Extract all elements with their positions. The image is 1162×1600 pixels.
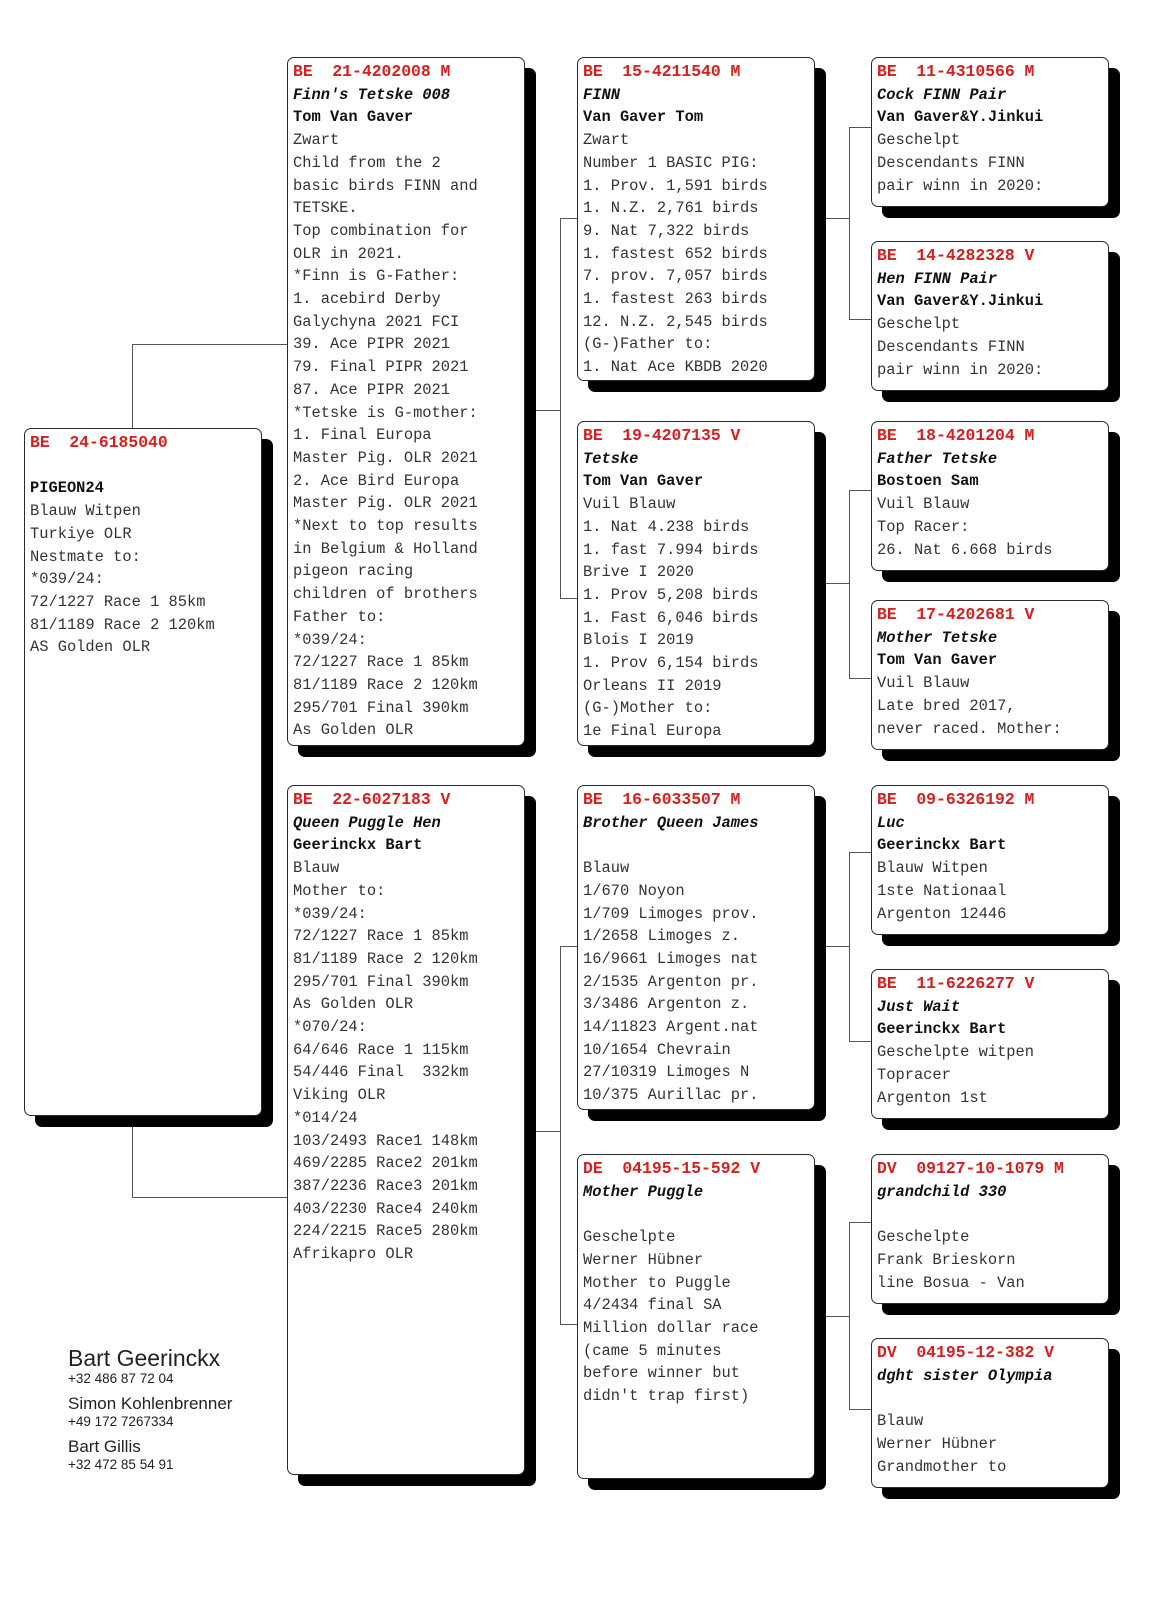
info-line: Late bred 2017, <box>877 696 1016 715</box>
pigeon-card-fff <box>871 57 1109 207</box>
info-line: 1. fastest 652 birds <box>583 244 768 263</box>
info-line: Turkiye OLR <box>30 524 132 543</box>
info-line: 79. Final PIPR 2021 <box>293 358 469 377</box>
info-line: Geschelpte <box>583 1228 676 1247</box>
info-line: Geschelpte witpen <box>877 1043 1035 1062</box>
contact-name: Bart Geerinckx <box>68 1345 221 1371</box>
breeder-name: Tom Van Gaver <box>877 651 998 670</box>
contact <box>68 1437 232 1473</box>
info-line: *039/24: <box>30 570 104 589</box>
info-line: Zwart <box>583 131 630 150</box>
pigeon-card-father-mother <box>577 421 815 746</box>
connector-line <box>560 218 578 219</box>
info-line: 1. Nat Ace KBDB 2020 <box>583 358 768 377</box>
info-line: *Next to top results <box>293 517 478 536</box>
info-line: Master Pig. OLR 2021 <box>293 448 478 467</box>
blank-line <box>583 834 809 857</box>
breeder-name: Van Gaver&Y.Jinkui <box>877 108 1044 127</box>
info-line: 295/701 Final 390km <box>293 972 469 991</box>
pigeon-card-mmm <box>871 1338 1109 1488</box>
info-line: *039/24: <box>293 630 367 649</box>
pigeon-card-mff <box>871 785 1109 935</box>
info-line: 81/1189 Race 2 120km <box>30 615 215 634</box>
info-line: 4/2434 final SA <box>583 1296 722 1315</box>
info-line: Vuil Blauw <box>877 495 970 514</box>
info-line: 469/2285 Race2 201km <box>293 1154 478 1173</box>
info-line: 26. Nat 6.668 birds <box>877 540 1053 559</box>
pigeon-card-subject <box>24 428 262 1116</box>
info-line: Father to: <box>293 607 386 626</box>
connector-line <box>849 490 850 678</box>
info-line: 39. Ace PIPR 2021 <box>293 335 451 354</box>
info-line: in Belgium & Holland <box>293 539 478 558</box>
pigeon-card-ffm <box>871 241 1109 391</box>
pigeon-name: Mother Puggle <box>583 1182 704 1201</box>
info-line: *039/24: <box>293 904 367 923</box>
info-line: 1/670 Noyon <box>583 881 685 900</box>
blank-line <box>877 1203 1103 1226</box>
info-line: Frank Brieskorn <box>877 1250 1016 1269</box>
pigeon-name: dght sister Olympia <box>877 1366 1053 1385</box>
connector-line <box>849 490 871 491</box>
info-line: Galychyna 2021 FCI <box>293 312 460 331</box>
connector-line <box>815 218 849 219</box>
pigeon-card-father-father <box>577 57 815 381</box>
breeder-name: Van Gaver&Y.Jinkui <box>877 292 1044 311</box>
info-line: Argenton 12446 <box>877 904 1007 923</box>
connector-line <box>849 319 871 320</box>
ring-number: BE 16-6033507 M <box>583 790 741 809</box>
ring-number: BE 11-4310566 M <box>877 62 1035 81</box>
connector-line <box>849 852 871 853</box>
info-line: (G-)Mother to: <box>583 699 713 718</box>
info-line: Blauw <box>583 859 630 878</box>
connector-line <box>132 1197 288 1198</box>
ring-number: BE 17-4202681 V <box>877 605 1035 624</box>
info-line: AS Golden OLR <box>30 638 151 657</box>
info-line: 1/2658 Limoges z. <box>583 927 741 946</box>
info-line: Master Pig. OLR 2021 <box>293 494 478 513</box>
ring-number: BE 22-6027183 V <box>293 790 451 809</box>
info-line: 10/1654 Chevrain <box>583 1040 731 1059</box>
info-line: 12. N.Z. 2,545 birds <box>583 312 768 331</box>
info-line: *014/24 <box>293 1108 358 1127</box>
info-line: *070/24: <box>293 1018 367 1037</box>
pigeon-card-mother <box>287 785 525 1475</box>
connector-line <box>849 1041 871 1042</box>
info-line: 81/1189 Race 2 120km <box>293 675 478 694</box>
info-line: Blauw <box>877 1412 924 1431</box>
contact <box>68 1394 232 1430</box>
info-line: *Tetske is G-mother: <box>293 403 478 422</box>
info-line: never raced. Mother: <box>877 719 1062 738</box>
info-line: 72/1227 Race 1 85km <box>293 653 469 672</box>
info-line: basic birds FINN and <box>293 176 478 195</box>
connector-line <box>849 1222 850 1409</box>
info-line: Vuil Blauw <box>583 495 676 514</box>
info-line: Vuil Blauw <box>877 674 970 693</box>
info-line: Descendants FINN <box>877 337 1025 356</box>
info-line: pair winn in 2020: <box>877 360 1044 379</box>
pigeon-card-fmf <box>871 421 1109 571</box>
info-line: 1. Prov 6,154 birds <box>583 654 759 673</box>
info-line: 387/2236 Race3 201km <box>293 1176 478 1195</box>
connector-line <box>132 344 133 428</box>
pigeon-name: Luc <box>877 813 905 832</box>
connector-line <box>132 344 288 345</box>
info-line: 1. Nat 4.238 birds <box>583 517 750 536</box>
pigeon-name: Just Wait <box>877 997 961 1016</box>
connector-line <box>560 946 561 1324</box>
pigeon-card-fmm <box>871 600 1109 750</box>
ring-number: BE 18-4201204 M <box>877 426 1035 445</box>
info-line: Top combination for <box>293 221 469 240</box>
pigeon-card-mfm <box>871 969 1109 1119</box>
info-line: 54/446 Final 332km <box>293 1063 469 1082</box>
info-line: children of brothers <box>293 585 478 604</box>
connector-line <box>560 1324 578 1325</box>
connector-line <box>815 583 849 584</box>
info-line: (came 5 minutes <box>583 1341 722 1360</box>
ring-number: BE 11-6226277 V <box>877 974 1035 993</box>
info-line: line Bosua - Van <box>877 1273 1025 1292</box>
info-line: Viking OLR <box>293 1086 386 1105</box>
info-line: 72/1227 Race 1 85km <box>293 927 469 946</box>
info-line: pigeon racing <box>293 562 414 581</box>
info-line: Blauw <box>293 859 340 878</box>
blank-line <box>583 1203 809 1226</box>
ring-number: BE 24-6185040 <box>30 433 168 452</box>
ring-number: BE 15-4211540 M <box>583 62 741 81</box>
info-line: 16/9661 Limoges nat <box>583 949 759 968</box>
info-line: 10/375 Aurillac pr. <box>583 1086 759 1105</box>
pigeon-card-mother-mother <box>577 1154 815 1479</box>
connector-line <box>849 1409 871 1410</box>
breeder-name: Geerinckx Bart <box>877 1020 1007 1039</box>
contact-list <box>68 1345 232 1480</box>
ring-number: DV 04195-12-382 V <box>877 1343 1055 1362</box>
contact <box>68 1345 232 1387</box>
connector-line <box>560 218 561 598</box>
info-line: 7. prov. 7,057 birds <box>583 267 768 286</box>
pigeon-name: Queen Puggle Hen <box>293 813 441 832</box>
info-line: 1. fastest 263 birds <box>583 290 768 309</box>
ring-number: BE 14-4282328 V <box>877 246 1035 265</box>
blank-line <box>30 455 256 478</box>
info-line: 3/3486 Argenton z. <box>583 995 750 1014</box>
connector-line <box>526 410 560 411</box>
contact-phone: +32 472 85 54 91 <box>68 1457 174 1472</box>
pigeon-card-father <box>287 57 525 746</box>
pigeon-card-mmf <box>871 1154 1109 1304</box>
info-line: Child from the 2 <box>293 153 441 172</box>
info-line: Geschelpte <box>877 1228 970 1247</box>
info-line: TETSKE. <box>293 199 358 218</box>
info-line: As Golden OLR <box>293 995 414 1014</box>
info-line: Afrikapro OLR <box>293 1245 414 1264</box>
ring-number: DE 04195-15-592 V <box>583 1159 761 1178</box>
connector-line <box>526 1131 560 1132</box>
info-line: 14/11823 Argent.nat <box>583 1018 759 1037</box>
breeder-name: Van Gaver Tom <box>583 108 704 127</box>
connector-line <box>815 946 849 947</box>
connector-line <box>132 1116 133 1197</box>
ring-number: BE 21-4202008 M <box>293 62 451 81</box>
info-line: 1. N.Z. 2,761 birds <box>583 199 759 218</box>
info-line: Blauw Witpen <box>877 859 988 878</box>
contact-name: Bart Gillis <box>68 1437 141 1456</box>
info-line: 1ste Nationaal <box>877 881 1007 900</box>
info-line: 103/2493 Race1 148km <box>293 1131 478 1150</box>
info-line: Million dollar race <box>583 1318 759 1337</box>
info-line: 1/709 Limoges prov. <box>583 904 759 923</box>
pigeon-name: Father Tetske <box>877 449 998 468</box>
info-line: 64/646 Race 1 115km <box>293 1040 469 1059</box>
info-line: Geschelpt <box>877 315 961 334</box>
breeder-name: Tom Van Gaver <box>583 472 704 491</box>
info-line: Orleans II 2019 <box>583 676 722 695</box>
info-line: Zwart <box>293 131 340 150</box>
info-line: Werner Hübner <box>877 1434 998 1453</box>
info-line: Blois I 2019 <box>583 631 694 650</box>
connector-line <box>560 598 578 599</box>
info-line: 2/1535 Argenton pr. <box>583 972 759 991</box>
pigeon-name: Tetske <box>583 449 639 468</box>
connector-line <box>849 1222 871 1223</box>
info-line: 2. Ace Bird Europa <box>293 471 460 490</box>
info-line: 224/2215 Race5 280km <box>293 1222 478 1241</box>
info-line: 1. Prov. 1,591 birds <box>583 176 768 195</box>
breeder-name: Tom Van Gaver <box>293 108 414 127</box>
info-line: didn't trap first) <box>583 1387 750 1406</box>
connector-line <box>815 1316 849 1317</box>
connector-line <box>849 127 850 319</box>
info-line: Number 1 BASIC PIG: <box>583 153 759 172</box>
pigeon-name: Cock FINN Pair <box>877 85 1007 104</box>
connector-line <box>560 946 578 947</box>
pigeon-name: Finn's Tetske 008 <box>293 85 451 104</box>
breeder-name: PIGEON24 <box>30 479 104 498</box>
info-line: Topracer <box>877 1065 951 1084</box>
info-line: Descendants FINN <box>877 153 1025 172</box>
pigeon-name: grandchild 330 <box>877 1182 1007 1201</box>
info-line: Blauw Witpen <box>30 502 141 521</box>
info-line: OLR in 2021. <box>293 244 404 263</box>
ring-number: BE 19-4207135 V <box>583 426 741 445</box>
info-line: Nestmate to: <box>30 547 141 566</box>
info-line: 27/10319 Limoges N <box>583 1063 750 1082</box>
info-line: pair winn in 2020: <box>877 176 1044 195</box>
info-line: As Golden OLR <box>293 721 414 740</box>
info-line: 1. acebird Derby <box>293 290 441 309</box>
info-line: 295/701 Final 390km <box>293 698 469 717</box>
breeder-name: Geerinckx Bart <box>877 836 1007 855</box>
info-line: Top Racer: <box>877 517 970 536</box>
info-line: *Finn is G-Father: <box>293 267 460 286</box>
connector-line <box>849 852 850 1041</box>
contact-phone: +49 172 7267334 <box>68 1414 174 1429</box>
ring-number: BE 09-6326192 M <box>877 790 1035 809</box>
connector-line <box>849 127 871 128</box>
info-line: Argenton 1st <box>877 1088 988 1107</box>
info-line: before winner but <box>583 1364 741 1383</box>
info-line: 87. Ace PIPR 2021 <box>293 380 451 399</box>
pigeon-name: Hen FINN Pair <box>877 269 998 288</box>
info-line: (G-)Father to: <box>583 335 713 354</box>
info-line: 1. Final Europa <box>293 426 432 445</box>
info-line: 1. Prov 5,208 birds <box>583 585 759 604</box>
info-line: 1. Fast 6,046 birds <box>583 608 759 627</box>
info-line: Brive I 2020 <box>583 563 694 582</box>
info-line: Geschelpt <box>877 131 961 150</box>
info-line: 9. Nat 7,322 birds <box>583 221 750 240</box>
breeder-name: Geerinckx Bart <box>293 836 423 855</box>
pigeon-name: Brother Queen James <box>583 813 759 832</box>
info-line: 403/2230 Race4 240km <box>293 1199 478 1218</box>
pigeon-name: Mother Tetske <box>877 628 998 647</box>
breeder-name: Bostoen Sam <box>877 472 979 491</box>
info-line: Grandmother to <box>877 1457 1007 1476</box>
contact-name: Simon Kohlenbrenner <box>68 1394 233 1413</box>
info-line: 72/1227 Race 1 85km <box>30 592 206 611</box>
info-line: 1e Final Europa <box>583 722 722 741</box>
info-line: Mother to: <box>293 881 386 900</box>
pigeon-card-mother-father <box>577 785 815 1110</box>
connector-line <box>849 678 871 679</box>
info-line: 1. fast 7.994 birds <box>583 540 759 559</box>
contact-phone: +32 486 87 72 04 <box>68 1371 174 1386</box>
info-line: 81/1189 Race 2 120km <box>293 949 478 968</box>
ring-number: DV 09127-10-1079 M <box>877 1159 1064 1178</box>
pigeon-name: FINN <box>583 85 620 104</box>
info-line: Mother to Puggle <box>583 1273 731 1292</box>
blank-line <box>877 1387 1103 1410</box>
info-line: Werner Hübner <box>583 1250 704 1269</box>
